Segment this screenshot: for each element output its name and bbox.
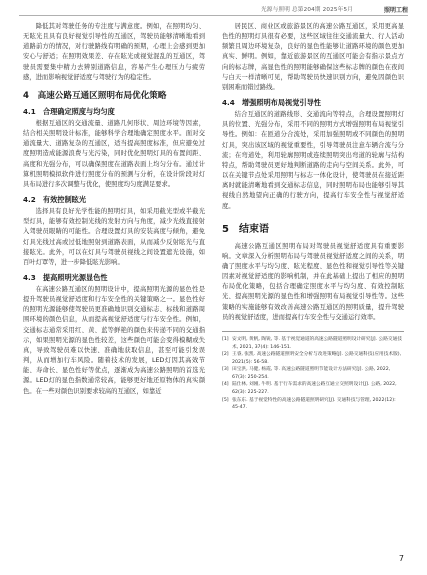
reference-text: 陆仕林, 刘刚, 牛明. 基于行车需求的高速公路互通立交照明设计[J]. 公路, 2022, 62(3): 225-227. <box>232 382 397 396</box>
journal-info: 光源与照明 总第204期 2025年5月 <box>261 7 353 13</box>
reference-number: [1] <box>222 336 229 342</box>
reference-text: 田宝洪, 马健, 杨霞, 等. 高速公路隧道照明节能设计方法研究[J]. 公路, 2022, 67(3): 250-254. <box>232 367 391 380</box>
reference-number: [3] <box>222 367 229 373</box>
reference-item <box>222 351 404 366</box>
paragraph: 结合互通区的道路线形、交通流向等特点，合理设置照明灯具的位置、光强分布，采用不同的照明方式增强照明布局视觉引导性。例如：在匝道分合流处，采用加强照明或不同颜色的照明灯具，突出该区域的视觉重要性，引导驾驶员注意车辆合流与分流；在弯道处，利用轮廓照明或连续照明突出弯道的轮廓与结构特点，帮助驾驶员更好地判断道路的走向与空间关系。此外，可以在关键节点处采用照明与标志一体化设计，使驾驶员在接近距离时就能清晰地看到交通标志信息，同时照明布局也能够引导其视线自然地望向正确的行驶方向，提高行车安全性与视觉舒适度。 <box>222 111 404 210</box>
right-column <box>222 22 404 412</box>
reference-item <box>222 336 404 351</box>
reference-text: 王睿, 张凯. 高速公路隧道照明安全分析与改进策略[J]. 公路交通科技(应用技术版), 2021(5): 56-58. <box>232 352 402 365</box>
reference-item <box>222 397 404 412</box>
left-column <box>23 22 205 397</box>
reference-text: 安文明, 黄帆, 陶锐, 等. 基于视觉通道的高速公路隧道照明设计研究[J]. 公路交通技术, 2021, 37(4): 146-151. <box>232 336 402 350</box>
subsection-heading-4-4: 4.4 增强照明布局视觉引导性 <box>222 98 321 108</box>
paragraph: 高速公路互通区照明布局对驾驶员视觉舒适度具有重要影响。文章深入分析照明布局与驾驶员视觉舒适度之间的关系，明确了照度水平与均匀度、眩光程度、显色性和视觉引导性等关键因素对视觉舒适度的影响机制，并在此基础上提出了相应的照明布局优化策略，包括合理确定照度水平与均匀度、有效控制眩光、提高照明光源的显色性和增强照明布局视觉引导性等。这些策略的实施能够有效改善高速公路互通区的照明质量，提升驾驶员的视觉舒适度，进而提高行车安全性与交通运行效率。 <box>222 242 404 321</box>
reference-number: [5] <box>222 397 229 403</box>
references-list <box>222 331 404 412</box>
page-number: 7 <box>398 554 404 563</box>
reference-item <box>222 381 404 396</box>
paragraph: 居民区、商业区或旅游景区的高速公路互通区，采用更高显色性的照明灯具很有必要，这些区域往往交通流量大、行人活动频繁且周边环境复杂，良好的显色性能够让道路环境的颜色更加真实、鲜明。例如，靠近旅游景区的互通区可能会有指示景点方向的标志牌，高显色性的照明能够确保这些标志牌的颜色在夜间与白天一样清晰可见，帮助驾驶员快速识别方向，避免因颜色识别困难而错过路线。 <box>222 23 404 91</box>
paragraph: 选择具有良好光学性能的照明灯具，如采用截光型或半截光型灯具，能够有效控制光线的发射方向与角度，减少光线直接射入驾驶员眼睛的可能性。合理设置灯具的安装高度与倾角，避免灯具光线过高或过低地照射到道路表面，从而减少反射眩光与直接眩光。此外，可以在灯具与驾驶员视线之间设置遮光设施，如百叶灯罩等，进一步降低眩光影响。 <box>23 208 205 266</box>
reference-number: [4] <box>222 382 229 388</box>
section-label: 照明工程 <box>383 7 408 14</box>
reference-number: [2] <box>222 352 229 358</box>
subsection-heading-4-1: 4.1 合理确定照度与均匀度 <box>23 106 115 116</box>
header-rule <box>19 15 408 16</box>
subsection-heading-4-3: 4.3 提高照明光源显色性 <box>23 272 108 282</box>
reference-item <box>222 366 404 381</box>
page-header <box>0 0 427 18</box>
subsection-heading-4-2: 4.2 有效控制眩光 <box>23 195 87 205</box>
paragraph: 根据互通区的交通流量、道路几何形状、周边环境等因素，结合相关照明设计标准，能够科学合理地确定照度水平。面对交通流量大、道路复杂的互通区，适当提高照度标准，但应避免过度照明造成能源浪费与光污染，同时优化照明灯具的布置间距、高度和光强分布，可以确保照度在道路表面上均匀分布。通过计算机照明模拟软件进行照度分布的预测与分析，在设计阶段对灯具布局进行多次调整与优化，使照度均匀度满足要求。 <box>23 119 205 188</box>
section-heading-5: 5 结束语 <box>222 223 269 235</box>
paragraph: 降低其对驾驶任务的专注度与满意度。例如，在照明均匀、无眩光且具有良好视觉引导性的互通区，驾驶员能够清晰地看到道路前方的情况，对行驶路线有明确的预期，心理上会感到更加安心与舒适；在照明效果差、存在眩光或视觉混乱的互通区，驾驶员需要集中精力去辨别道路信息，容易产生心理压力与疲劳感，进而影响视觉舒适度与驾驶行为的稳定性。 <box>23 23 205 81</box>
section-heading-4: 4 高速公路互通区照明布局优化策略 <box>23 90 167 101</box>
paragraph: 在高速公路互通区的照明设计中，提高照明光源的显色性是提升驾驶员视觉舒适度和行车安全性的关键策略之一。显色性好的照明光源能够使驾驶员更准确地识别交通标志、标线和道路周围环境的颜色信息，从而提高视觉舒适度与行车安全性。例如，交通标志通常采用红、黄、蓝等鲜艳的颜色来传递不同的交通指示，如果照明光源的显色性较差，这些颜色可能会变得模糊或失真，导致驾驶员难以快速、准确地获取信息，甚至可能引发误判，从而增加行车风险。随着技术的发展，LED灯因其高效节能、寿命长、显色性好等优点，逐渐成为高速公路照明的首选光源。LED灯的显色指数通常较高，能够更好地还原物体的真实颜色。在一些对颜色识别要求较高的互通区，如靠近 <box>23 285 205 395</box>
reference-text: 张东东. 基于视觉特性的高速公路隧道照明研究[J]. 交通科技与管理, 2022(12): 45-47. <box>232 397 396 411</box>
